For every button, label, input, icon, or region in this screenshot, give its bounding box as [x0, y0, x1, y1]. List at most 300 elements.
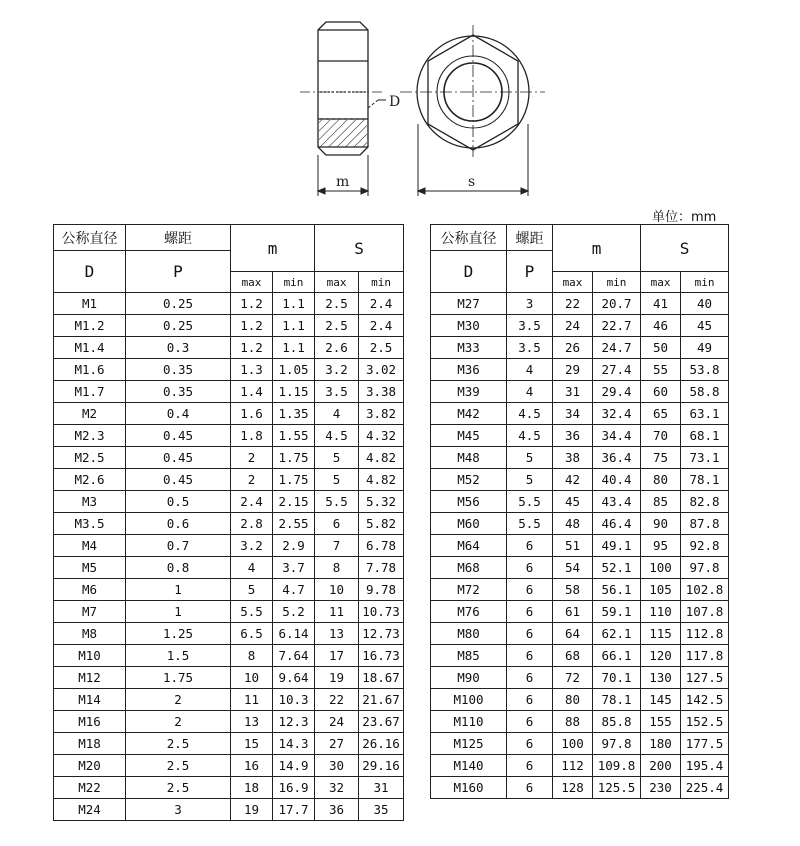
cell-s-max: 75	[641, 447, 681, 469]
table-row	[431, 557, 729, 579]
cell-pitch: 0.35	[126, 359, 231, 381]
cell-m-max: 31	[553, 381, 593, 403]
cell-pitch: 6	[507, 755, 553, 777]
d-leader	[368, 100, 386, 108]
cell-pitch: 2.5	[126, 733, 231, 755]
cell-m-max: 34	[553, 403, 593, 425]
cell-m-max: 1.2	[231, 315, 273, 337]
cell-s-max: 46	[641, 315, 681, 337]
table-row	[431, 491, 729, 513]
cell-s-min: 49	[681, 337, 729, 359]
cell-s-max: 60	[641, 381, 681, 403]
cell-nominal-diameter: M24	[54, 799, 126, 821]
header-m-max: max	[231, 272, 273, 293]
cell-m-min: 1.35	[273, 403, 315, 425]
cell-pitch: 0.35	[126, 381, 231, 403]
table-row	[431, 535, 729, 557]
cell-m-max: 54	[553, 557, 593, 579]
cell-m-min: 27.4	[593, 359, 641, 381]
cell-m-max: 1.4	[231, 381, 273, 403]
cell-m-min: 43.4	[593, 491, 641, 513]
cell-m-min: 36.4	[593, 447, 641, 469]
cell-m-max: 45	[553, 491, 593, 513]
cell-m-min: 5.2	[273, 601, 315, 623]
cell-s-max: 2.5	[315, 293, 359, 315]
cell-m-min: 14.3	[273, 733, 315, 755]
cell-m-max: 16	[231, 755, 273, 777]
header-m-min: min	[273, 272, 315, 293]
cell-nominal-diameter: M33	[431, 337, 507, 359]
cell-s-min: 142.5	[681, 689, 729, 711]
table-row	[54, 777, 404, 799]
cell-nominal-diameter: M1.4	[54, 337, 126, 359]
cell-pitch: 6	[507, 535, 553, 557]
cell-pitch: 3.5	[507, 315, 553, 337]
cell-s-max: 90	[641, 513, 681, 535]
cell-m-min: 109.8	[593, 755, 641, 777]
cell-nominal-diameter: M60	[431, 513, 507, 535]
cell-nominal-diameter: M14	[54, 689, 126, 711]
cell-nominal-diameter: M2.3	[54, 425, 126, 447]
header-m-min: min	[593, 272, 641, 293]
table-row	[431, 777, 729, 799]
cell-s-max: 105	[641, 579, 681, 601]
table-row	[54, 755, 404, 777]
cell-s-min: 10.73	[359, 601, 404, 623]
cell-nominal-diameter: M110	[431, 711, 507, 733]
cell-m-max: 58	[553, 579, 593, 601]
cell-pitch: 2.5	[126, 755, 231, 777]
cell-s-max: 3.2	[315, 359, 359, 381]
cell-s-max: 80	[641, 469, 681, 491]
cell-s-min: 127.5	[681, 667, 729, 689]
cell-s-min: 45	[681, 315, 729, 337]
cell-s-min: 112.8	[681, 623, 729, 645]
cell-pitch: 2	[126, 711, 231, 733]
cell-s-min: 4.82	[359, 469, 404, 491]
cell-nominal-diameter: M12	[54, 667, 126, 689]
cell-m-max: 2.8	[231, 513, 273, 535]
cell-m-max: 48	[553, 513, 593, 535]
table-row	[431, 579, 729, 601]
table-row	[54, 315, 404, 337]
cell-pitch: 1.75	[126, 667, 231, 689]
cell-s-max: 50	[641, 337, 681, 359]
cell-m-max: 11	[231, 689, 273, 711]
cell-s-max: 11	[315, 601, 359, 623]
cell-s-min: 102.8	[681, 579, 729, 601]
cell-m-max: 6.5	[231, 623, 273, 645]
cell-m-min: 16.9	[273, 777, 315, 799]
cell-s-max: 8	[315, 557, 359, 579]
cell-s-min: 195.4	[681, 755, 729, 777]
cell-s-min: 3.38	[359, 381, 404, 403]
cell-s-max: 41	[641, 293, 681, 315]
cell-m-max: 68	[553, 645, 593, 667]
table-row	[431, 337, 729, 359]
cell-s-min: 26.16	[359, 733, 404, 755]
cell-m-max: 64	[553, 623, 593, 645]
cell-s-min: 5.32	[359, 491, 404, 513]
cell-s-min: 53.8	[681, 359, 729, 381]
cell-m-min: 1.75	[273, 469, 315, 491]
cell-pitch: 0.4	[126, 403, 231, 425]
table-row	[54, 601, 404, 623]
cell-pitch: 6	[507, 689, 553, 711]
cell-s-max: 145	[641, 689, 681, 711]
cell-s-min: 21.67	[359, 689, 404, 711]
header-s-min: min	[681, 272, 729, 293]
cell-s-max: 5	[315, 447, 359, 469]
cell-s-min: 35	[359, 799, 404, 821]
cell-m-max: 5	[231, 579, 273, 601]
cell-s-max: 180	[641, 733, 681, 755]
cell-s-max: 7	[315, 535, 359, 557]
header-pitch: 螺距	[126, 225, 231, 251]
cell-m-max: 38	[553, 447, 593, 469]
cell-m-max: 51	[553, 535, 593, 557]
cell-s-max: 36	[315, 799, 359, 821]
cell-nominal-diameter: M3	[54, 491, 126, 513]
table-row	[54, 513, 404, 535]
cell-s-min: 97.8	[681, 557, 729, 579]
cell-pitch: 6	[507, 777, 553, 799]
table-row	[431, 425, 729, 447]
cell-nominal-diameter: M39	[431, 381, 507, 403]
cell-s-max: 5	[315, 469, 359, 491]
header-nominal-diameter: 公称直径	[431, 225, 507, 251]
cell-s-max: 2.5	[315, 315, 359, 337]
cell-s-max: 115	[641, 623, 681, 645]
cell-nominal-diameter: M2	[54, 403, 126, 425]
table-row	[54, 799, 404, 821]
cell-m-min: 22.7	[593, 315, 641, 337]
cell-nominal-diameter: M76	[431, 601, 507, 623]
cell-nominal-diameter: M1.6	[54, 359, 126, 381]
cell-m-max: 8	[231, 645, 273, 667]
header-m: m	[553, 225, 641, 272]
cell-pitch: 1.25	[126, 623, 231, 645]
cell-s-max: 3.5	[315, 381, 359, 403]
cell-nominal-diameter: M140	[431, 755, 507, 777]
table-row	[54, 359, 404, 381]
cell-nominal-diameter: M80	[431, 623, 507, 645]
table-row	[431, 755, 729, 777]
cell-s-min: 78.1	[681, 469, 729, 491]
header-s-max: max	[641, 272, 681, 293]
cell-s-min: 68.1	[681, 425, 729, 447]
header-p-symbol: P	[126, 251, 231, 293]
cell-pitch: 6	[507, 623, 553, 645]
cell-m-max: 128	[553, 777, 593, 799]
cell-m-max: 22	[553, 293, 593, 315]
cell-s-min: 16.73	[359, 645, 404, 667]
cell-pitch: 1.5	[126, 645, 231, 667]
table-row	[431, 667, 729, 689]
cell-s-min: 82.8	[681, 491, 729, 513]
cell-nominal-diameter: M100	[431, 689, 507, 711]
cell-pitch: 4.5	[507, 403, 553, 425]
dim-s-label: s	[468, 174, 476, 190]
cell-nominal-diameter: M18	[54, 733, 126, 755]
dim-m-label: m	[336, 174, 350, 190]
cell-m-min: 1.75	[273, 447, 315, 469]
header-p-symbol: P	[507, 251, 553, 293]
cell-s-max: 19	[315, 667, 359, 689]
cell-nominal-diameter: M125	[431, 733, 507, 755]
cell-m-max: 1.3	[231, 359, 273, 381]
cell-nominal-diameter: M20	[54, 755, 126, 777]
cell-nominal-diameter: M22	[54, 777, 126, 799]
cell-s-max: 5.5	[315, 491, 359, 513]
cell-m-max: 4	[231, 557, 273, 579]
cell-m-max: 112	[553, 755, 593, 777]
cell-s-min: 58.8	[681, 381, 729, 403]
cell-nominal-diameter: M36	[431, 359, 507, 381]
cell-pitch: 5.5	[507, 491, 553, 513]
cell-s-min: 7.78	[359, 557, 404, 579]
cell-s-max: 32	[315, 777, 359, 799]
cell-s-max: 4.5	[315, 425, 359, 447]
cell-m-min: 20.7	[593, 293, 641, 315]
cell-m-min: 24.7	[593, 337, 641, 359]
cell-pitch: 1	[126, 601, 231, 623]
table-row	[54, 337, 404, 359]
header-nominal-diameter: 公称直径	[54, 225, 126, 251]
cell-m-min: 1.15	[273, 381, 315, 403]
cell-m-min: 40.4	[593, 469, 641, 491]
cell-m-max: 2	[231, 447, 273, 469]
cell-s-max: 85	[641, 491, 681, 513]
cell-s-min: 2.5	[359, 337, 404, 359]
table-row	[54, 381, 404, 403]
cell-pitch: 6	[507, 733, 553, 755]
cell-s-max: 95	[641, 535, 681, 557]
cell-pitch: 0.8	[126, 557, 231, 579]
cell-s-max: 6	[315, 513, 359, 535]
header-s-max: max	[315, 272, 359, 293]
table-row	[431, 711, 729, 733]
table-row	[54, 403, 404, 425]
table-row	[431, 733, 729, 755]
hex-nut-drawing	[0, 0, 800, 210]
cell-nominal-diameter: M68	[431, 557, 507, 579]
table-row	[431, 513, 729, 535]
cell-nominal-diameter: M30	[431, 315, 507, 337]
cell-nominal-diameter: M27	[431, 293, 507, 315]
cell-pitch: 6	[507, 645, 553, 667]
cell-m-max: 36	[553, 425, 593, 447]
cell-m-min: 49.1	[593, 535, 641, 557]
cell-m-max: 42	[553, 469, 593, 491]
cell-pitch: 6	[507, 601, 553, 623]
cell-pitch: 0.5	[126, 491, 231, 513]
cell-s-max: 200	[641, 755, 681, 777]
cell-m-min: 56.1	[593, 579, 641, 601]
cell-nominal-diameter: M45	[431, 425, 507, 447]
header-m: m	[231, 225, 315, 272]
cell-m-max: 88	[553, 711, 593, 733]
cell-m-min: 1.55	[273, 425, 315, 447]
table-row	[54, 447, 404, 469]
cell-m-min: 52.1	[593, 557, 641, 579]
cell-m-min: 6.14	[273, 623, 315, 645]
cell-s-max: 30	[315, 755, 359, 777]
cell-m-max: 1.2	[231, 337, 273, 359]
cell-nominal-diameter: M90	[431, 667, 507, 689]
cell-nominal-diameter: M52	[431, 469, 507, 491]
cell-s-min: 107.8	[681, 601, 729, 623]
cell-s-min: 2.4	[359, 315, 404, 337]
cell-m-min: 17.7	[273, 799, 315, 821]
table-row	[431, 293, 729, 315]
cell-nominal-diameter: M4	[54, 535, 126, 557]
cell-pitch: 0.25	[126, 315, 231, 337]
table-row	[54, 535, 404, 557]
cell-s-min: 87.8	[681, 513, 729, 535]
cell-nominal-diameter: M2.6	[54, 469, 126, 491]
cell-s-max: 22	[315, 689, 359, 711]
spec-table-left	[53, 224, 404, 821]
table-row	[54, 469, 404, 491]
cell-m-min: 1.1	[273, 337, 315, 359]
cell-nominal-diameter: M8	[54, 623, 126, 645]
cell-m-max: 61	[553, 601, 593, 623]
cell-pitch: 0.6	[126, 513, 231, 535]
cell-pitch: 0.45	[126, 447, 231, 469]
cell-s-min: 29.16	[359, 755, 404, 777]
cell-nominal-diameter: M5	[54, 557, 126, 579]
cell-pitch: 0.45	[126, 469, 231, 491]
cell-m-min: 12.3	[273, 711, 315, 733]
cell-nominal-diameter: M64	[431, 535, 507, 557]
table-row	[54, 689, 404, 711]
cell-m-max: 26	[553, 337, 593, 359]
cell-m-min: 70.1	[593, 667, 641, 689]
cell-m-max: 100	[553, 733, 593, 755]
cell-m-min: 2.15	[273, 491, 315, 513]
cell-pitch: 4	[507, 359, 553, 381]
cell-m-max: 2.4	[231, 491, 273, 513]
table-row	[431, 601, 729, 623]
cell-s-max: 110	[641, 601, 681, 623]
cell-s-max: 10	[315, 579, 359, 601]
cell-m-min: 2.55	[273, 513, 315, 535]
cell-pitch: 6	[507, 579, 553, 601]
cell-s-min: 225.4	[681, 777, 729, 799]
cell-s-max: 120	[641, 645, 681, 667]
cell-nominal-diameter: M1.7	[54, 381, 126, 403]
cell-nominal-diameter: M42	[431, 403, 507, 425]
cell-s-max: 4	[315, 403, 359, 425]
cell-m-min: 46.4	[593, 513, 641, 535]
cell-m-min: 1.05	[273, 359, 315, 381]
cell-m-min: 125.5	[593, 777, 641, 799]
table-row	[54, 557, 404, 579]
header-s: S	[315, 225, 404, 272]
cell-m-max: 1.8	[231, 425, 273, 447]
table-row	[54, 733, 404, 755]
cell-s-max: 155	[641, 711, 681, 733]
cell-m-max: 15	[231, 733, 273, 755]
cell-s-min: 92.8	[681, 535, 729, 557]
cell-nominal-diameter: M16	[54, 711, 126, 733]
cell-nominal-diameter: M7	[54, 601, 126, 623]
spec-table-right	[430, 224, 729, 799]
cell-s-min: 9.78	[359, 579, 404, 601]
cell-pitch: 5	[507, 447, 553, 469]
cell-s-min: 23.67	[359, 711, 404, 733]
table-row	[431, 315, 729, 337]
cell-pitch: 3	[507, 293, 553, 315]
cell-pitch: 2.5	[126, 777, 231, 799]
cell-nominal-diameter: M1	[54, 293, 126, 315]
cell-nominal-diameter: M160	[431, 777, 507, 799]
cell-m-max: 18	[231, 777, 273, 799]
unit-label: 单位：mm	[652, 210, 717, 225]
cell-nominal-diameter: M72	[431, 579, 507, 601]
cell-s-max: 2.6	[315, 337, 359, 359]
header-pitch: 螺距	[507, 225, 553, 251]
cell-pitch: 5.5	[507, 513, 553, 535]
cell-m-min: 7.64	[273, 645, 315, 667]
cell-nominal-diameter: M85	[431, 645, 507, 667]
cell-s-min: 40	[681, 293, 729, 315]
cell-m-min: 4.7	[273, 579, 315, 601]
cell-m-max: 10	[231, 667, 273, 689]
cell-pitch: 5	[507, 469, 553, 491]
cell-m-min: 29.4	[593, 381, 641, 403]
table-row	[54, 667, 404, 689]
header-s-min: min	[359, 272, 404, 293]
cell-m-min: 85.8	[593, 711, 641, 733]
cell-m-max: 13	[231, 711, 273, 733]
cell-m-max: 29	[553, 359, 593, 381]
cell-s-min: 18.67	[359, 667, 404, 689]
cell-s-min: 4.32	[359, 425, 404, 447]
header-d-symbol: D	[54, 251, 126, 293]
table-row	[431, 623, 729, 645]
table-row	[431, 381, 729, 403]
table-row	[431, 645, 729, 667]
cell-pitch: 6	[507, 667, 553, 689]
nut-front-view	[400, 25, 545, 160]
cell-pitch: 6	[507, 557, 553, 579]
cell-m-min: 14.9	[273, 755, 315, 777]
header-m-max: max	[553, 272, 593, 293]
cell-pitch: 4.5	[507, 425, 553, 447]
table-row	[54, 293, 404, 315]
cell-m-max: 19	[231, 799, 273, 821]
cell-s-min: 73.1	[681, 447, 729, 469]
cell-s-max: 100	[641, 557, 681, 579]
cell-s-min: 3.82	[359, 403, 404, 425]
cell-s-min: 177.5	[681, 733, 729, 755]
cell-pitch: 1	[126, 579, 231, 601]
cell-s-max: 27	[315, 733, 359, 755]
cell-nominal-diameter: M48	[431, 447, 507, 469]
cell-pitch: 3.5	[507, 337, 553, 359]
cell-pitch: 0.25	[126, 293, 231, 315]
cell-s-max: 130	[641, 667, 681, 689]
cell-s-min: 31	[359, 777, 404, 799]
cell-m-min: 2.9	[273, 535, 315, 557]
table-row	[54, 645, 404, 667]
cell-s-min: 5.82	[359, 513, 404, 535]
cell-m-max: 2	[231, 469, 273, 491]
cell-m-max: 1.2	[231, 293, 273, 315]
table-row	[431, 447, 729, 469]
